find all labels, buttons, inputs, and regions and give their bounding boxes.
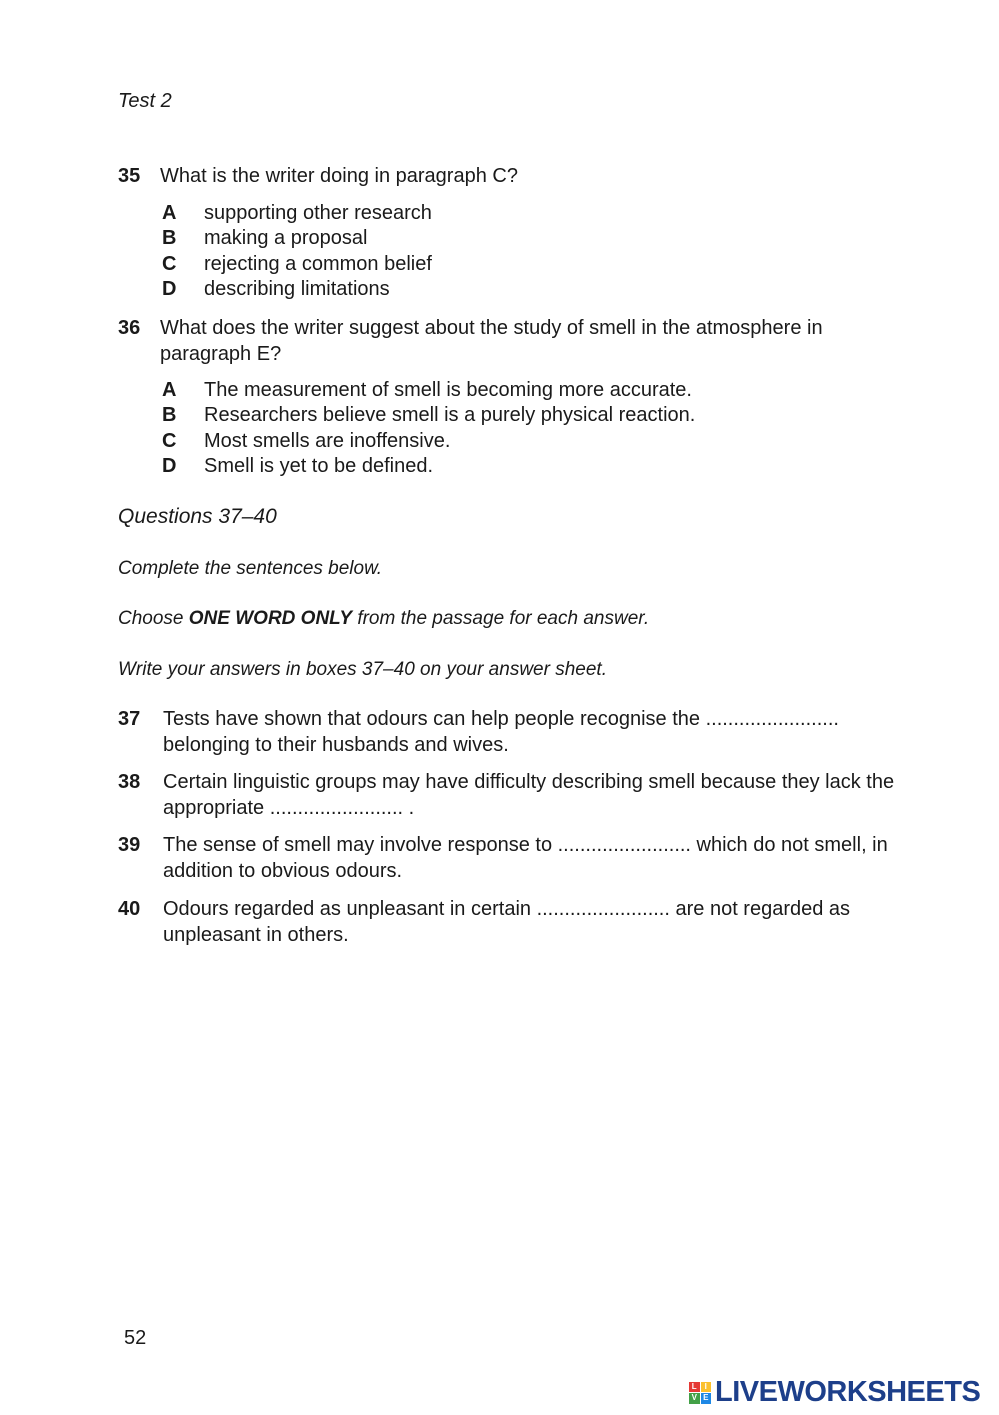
liveworksheets-logo	[689, 1376, 980, 1409]
logo-cell: V	[689, 1393, 700, 1404]
option-text: The measurement of smell is becoming more accurate.	[204, 379, 692, 401]
option-text: making a proposal	[204, 227, 368, 250]
question-text: Certain linguistic groups may have difficulty describing smell because they lack the appropriate ........................ .	[163, 771, 895, 819]
option-letter: D	[162, 277, 177, 300]
question-number: 37	[118, 708, 141, 730]
logo-text: LIVEWORKSHEETS	[715, 1376, 981, 1408]
option-text: describing limitations	[204, 277, 390, 300]
logo-cell: I	[701, 1382, 712, 1393]
option-text: Researchers believe smell is a purely physical reaction.	[204, 404, 696, 427]
question-number: 36	[118, 317, 141, 339]
question-number: 35	[118, 165, 141, 187]
question-number: 38	[118, 771, 141, 793]
question-number: 40	[118, 898, 141, 920]
option-text: Smell is yet to be defined.	[204, 454, 434, 477]
option-letter: B	[162, 227, 177, 250]
instruction-choose-pre: Choose	[118, 608, 189, 629]
question-text: What does the writer suggest about the study of smell in the atmosphere in paragraph E?	[160, 317, 823, 365]
option-letter: C	[162, 429, 177, 452]
instruction-choose	[118, 608, 649, 630]
option-letter: C	[162, 252, 177, 275]
instruction-choose-bold: ONE WORD ONLY	[188, 608, 353, 629]
logo-cell: E	[701, 1393, 712, 1404]
option-letter: D	[162, 454, 177, 477]
logo-grid-icon	[689, 1382, 711, 1404]
question-text: The sense of smell may involve response to ........................ which do not smell, in addition to obvious odours.	[163, 834, 888, 882]
instruction-complete: Complete the sentences below.	[118, 558, 383, 579]
logo-cell: L	[689, 1382, 700, 1393]
page-number: 52	[124, 1327, 147, 1349]
question-text: Tests have shown that odours can help people recognise the ........................ belonging to their husbands and wives.	[163, 708, 839, 756]
option-letter: A	[162, 202, 177, 224]
test-label: Test 2	[118, 90, 172, 112]
section-title: Questions 37–40	[118, 505, 277, 528]
option-text: Most smells are inoffensive.	[204, 429, 451, 452]
option-text: supporting other research	[204, 202, 432, 224]
question-number: 39	[118, 834, 141, 856]
option-letter: A	[162, 379, 177, 401]
question-text: What is the writer doing in paragraph C?	[160, 165, 518, 187]
option-letter: B	[162, 404, 177, 427]
option-text: rejecting a common belief	[204, 252, 432, 275]
instruction-choose-post: from the passage for each answer.	[352, 608, 650, 629]
instruction-write: Write your answers in boxes 37–40 on your answer sheet.	[118, 659, 607, 680]
question-text: Odours regarded as unpleasant in certain ........................ are not regarded as unpleasant in others.	[163, 898, 851, 946]
